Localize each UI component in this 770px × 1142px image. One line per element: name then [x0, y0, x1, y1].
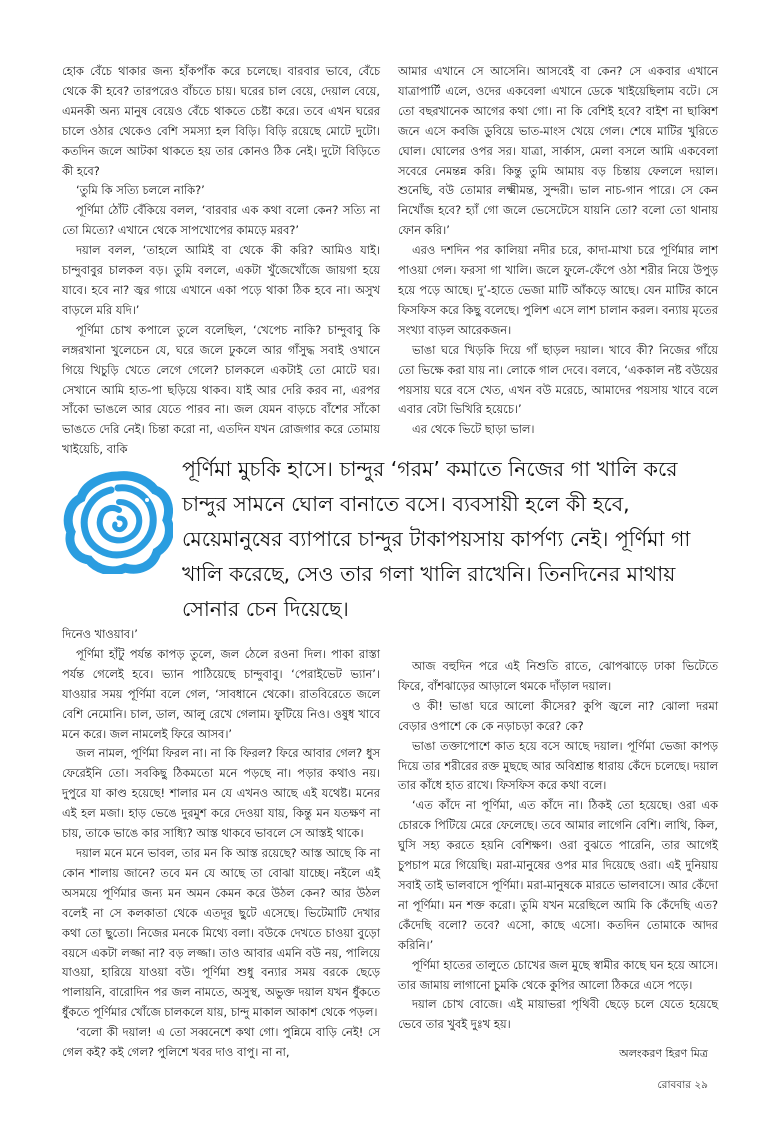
paragraph: দয়াল চোখ বোজে। এই মায়াভরা পৃথিবী ছেড়ে চলে যেতে হয়েছে ভেবে তার খুবই দুঃখ হয়।: [398, 997, 718, 1032]
paragraph: ‘এত কাঁদে না পূর্ণিমা, এত কাঁদে না। ঠিকই তো হয়েছে। ওরা এক চোরকে পিটিয়ে মেরে ফেলেছে। তবে আমার লাগেনি বেশি। লাথি, কিল, ঘুসি সহ্য করতে হয়নি বেশিক্ষণ। ওরা বুঝতে পারেনি, তার আগেই চুপচাপ মরে গিয়েছি। মরা-মানুষের ওপর মার দিয়েছে ওরা। এই দুনিয়ায় সবাই তাই ভালবাসে পূর্ণিমা। মরা-মানুষকে মারতে ভালবাসে। আর কেঁদো না পূর্ণিমা। মন শক্ত করো। তুমি যখন মরেছিলে আমি কি কেঁদেছি এত? কেঁদেছি বলো? তবে? এসো, কাছে এসো। কতদিন তোমাকে আদর করিনি।’: [398, 798, 718, 952]
blue-rose-ornament-icon: [63, 470, 173, 574]
article-column-top-left: [62, 62, 380, 460]
paragraph: পূর্ণিমা হাতের তালুতে চোখের জল মুছে স্বামীর কাছে ঘন হয়ে আসে। তার জামায় লাগানো চুমকি থেকে কুপির আলো ঠিকরে এসে পড়ে।: [398, 957, 718, 992]
paragraph: ভাঙা ঘরে খিড়কি দিয়ে গাঁ ছাড়ল দয়াল। খাবে কী? নিজের গাঁয়ে তো ভিক্ষে করা যায় না। লোকে গাল দেবে। বলবে, ‘এককাল নষ্ট বউয়ের পয়সায় ঘরে বসে খেত, এখন বউ মরেচে, আমাদের পয়সায় খাবে বলে এবার বেটা ভিখিরি হয়েচে।’: [398, 342, 718, 417]
paragraph: ‘তুমি কি সত্যি চললে নাকি?’: [76, 183, 205, 198]
paragraph: দিনেও খাওয়াব।’: [62, 627, 138, 641]
paragraph: পূর্ণিমা হাঁটু পর্যন্ত কাপড় তুলে, জল ঠেলে রওনা দিল। পাকা রাস্তা পর্যন্ত গেলেই হবে। ভ্যান পাঠিয়েছে চান্দুবাবু। ‘পেরাইভেট ভ্যান’। যাওয়ার সময় পূর্ণিমা বলে গেল, ‘সাবধানে থেকো। রাতবিরেতে জলে বেশি নেমোনি। চাল, ডাল, আলু রেখে গেলাম। ফুটিয়ে নিও। ওষুধ খাবে মনে করে। জল নামলেই ফিরে আসব।’: [62, 646, 380, 741]
paragraph: ‘বলো কী দয়াল! এ তো সব্বনেশে কথা গো। পুন্নিমে বাড়ি নেই! সে গেল কই? কই গেল? পুলিশে খবর দাও বাপু। না না,: [62, 1025, 380, 1060]
article-column-top-right: [398, 62, 718, 440]
paragraph: এর থেকে ভিটে ছাড়া ভাল।: [412, 422, 535, 437]
page-footer: রোববার ২৯: [657, 1079, 708, 1091]
paragraph: হোক বেঁচে থাকার জন্য হাঁকপাঁক করে চলেছে। বারবার ভাবে, বেঁচে থেকে কী হবে? তারপরেও বাঁচতে চায়। ঘরের চাল বেয়ে, দেয়াল বেয়ে, এমনকী অন্য মানুষ বেয়েও বেঁচে থাকতে চেষ্টা করে। তবে এখন ঘরের চালে ওঠার থেকেও বেশি সমস্যা হল বিড়ি। বিড়ি রয়েছে মোটে দুটো। কতদিন জলে আটকা থাকতে হয় তার কোনও ঠিক নেই। দুটো বিড়িতে কী হবে?: [62, 64, 380, 178]
article-column-bottom-right: [398, 657, 718, 1035]
paragraph: দয়াল মনে মনে ভাবল, তার মন কি আস্ত রয়েছে? আস্ত আছে কি না কোন শালায় জানে? তবে মন যে আছে তা বোঝা যাচ্ছে। নইলে এই অসময়ে পূর্ণিমার জন্য মন অমন কেমন করে উঠল কেন? আর উঠল বলেই না সে কলকাতা থেকে এতদূর ছুটে এসেছে। ভিটেমাটি দেখার কথা তো ছুতো। নিজের মনকে মিথ্যে বলা। বউকে দেখতে চাওয়া বুড়ো বয়সে একটা লজ্জা না? বড় লজ্জা। তাও আবার এমনি বউ নয়, পালিয়ে যাওয়া, হারিয়ে যাওয়া বউ। পূর্ণিমা শুধু বন্যার সময় বরকে ছেড়ে পালায়নি, বারোদিন পর জল নামতে, অসুস্থ, অভুক্ত দয়াল যখন ধুঁকতে ধুঁকতে পূর্ণিমার খোঁজে চালকলে যায়, চান্দু মাকাল আকাশ থেকে পড়ল।: [62, 845, 380, 1020]
paragraph: আজ বহুদিন পরে এই নিশুতি রাতে, ঝোপঝাড়ে ঢাকা ভিটেতে ফিরে, বাঁশঝাড়ের আড়ালে থমকে দাঁড়াল দয়াল।: [398, 659, 718, 693]
paragraph: আমার এখানে সে আসেনি। আসবেই বা কেন? সে একবার এখানে যাত্রাপার্টি এলে, ওদের একবেলা এখানে ডেকে খাইয়েছিলাম বটে। সে তো বছরখানেক আগের কথা গো। না কি বেশিই হবে? বাইশ না ছাব্বিশ জনে এসে কবজি ডুবিয়ে ভাত-মাংস খেয়ে গেল। শেষে মাটির খুরিতে ঘোল। ঘোলের ওপর সর। যাত্রা, সার্কাস, মেলা বসলে আমি একবেলা সবেরে নেমন্তন্ন করি। কিন্তু তুমি আমায় বড় চিন্তায় ফেললে দয়াল। শুনেছি, বউ তোমার লক্ষ্মীমন্ত, সুন্দরী। ভাল নাচ-গান পারে। সে কেন নিখোঁজ হবে? হ্যাঁ গো জলে ভেসেটেসে যায়নি তো? বলো তো থানায় ফোন করি।’: [398, 64, 718, 238]
paragraph: জল নামল, পূর্ণিমা ফিরল না। না কি ফিরল? ফিরে আবার গেল? ধুস ফেরেইনি তো। সবকিছু ঠিকমতো মনে পড়ছে না। পড়ার কথাও নয়। দুপুরে যা কাণ্ড হয়েছে! শালার মন যে এখনও আছে এই যথেষ্ট। মনের এই হল মজা। হাড় ভেঙে দুরমুশ করে দেওয়া যায়, কিন্তু মন যতক্ষণ না চায়, তাকে ভাঙে কার সাধ্যি? আস্ত থাকবে ভাবলে সে আস্তই থাকে।: [62, 746, 380, 841]
paragraph: ও কী! ভাঙা ঘরে আলো কীসের? কুপি জ্বলে না? ঝোলা দরমা বেড়ার ওপাশে কে কে নড়াচড়া করে? কে?: [398, 698, 718, 733]
paragraph: দয়াল বলল, ‘তাহলে আমিই বা থেকে কী করি? আমিও যাই। চান্দুবাবুর চালকল বড়। তুমি বললে, একটা খুঁজেখোঁজে জায়গা হয়ে যাবে। হবে না? জ্বর গায়ে এখানে একা পড়ে থাকা ঠিক হবে না। অসুখ বাড়লে মরি যদি।’: [62, 243, 380, 317]
paragraph: ভাঙা তক্তাপোশে কাত হয়ে বসে আছে দয়াল। পূর্ণিমা ভেজা কাপড় দিয়ে তার শরীরের রক্ত মুছছে আর অবিশ্রান্ত ধারায় কেঁদে চলেছে। দয়াল তার কাঁধে হাত রাখে। ফিসফিস করে কথা বলে।: [398, 738, 718, 793]
illustration-credit: অলংকরণ হিরণ মিত্র: [619, 1047, 708, 1060]
paragraph: এরও দশদিন পর কালিয়া নদীর চরে, কাদা-মাখা চরে পূর্ণিমার লাশ পাওয়া গেল। ফরসা গা খালি। জলে ফুলে-ফেঁপে ওঠা শরীর নিয়ে উপুড় হয়ে পড়ে আছে। দু’-হাতে ভেজা মাটি আঁকড়ে আছে। যেন মাটির কানে ফিসফিস করে কিছু বলেছে। পুলিশ এসে লাশ চালান করল। বন্যায় মৃতের সংখ্যা বাড়ল আরেকজন।: [398, 243, 718, 337]
pull-quote: পূর্ণিমা মুচকি হাসে। চান্দুর ‘গরম’ কমাতে নিজের গা খালি করে চান্দুর সামনে ঘোল বানাতে বসে। ব্যবসায়ী হলে কী হবে, মেয়েমানুষের ব্যাপারে চান্দুর টাকাপয়সায় কার্পণ্য নেই। পূর্ণিমা গা খালি করেছে, সেও তার গলা খালি রাখেনি। তিনদিনের মাথায় সোনার চেন দিয়েছে।: [182, 457, 691, 621]
paragraph: পূর্ণিমা ঠোঁট বেঁকিয়ে বলল, ‘বারবার এক কথা বলো কেন? সত্যি না তো মিত্যে? এখানে থেকে সাপখোপের কামড়ে মরব?’: [62, 203, 380, 238]
article-column-bottom-left: [62, 625, 380, 1063]
paragraph: পূর্ণিমা চোখ কপালে তুলে বলেছিল, ‘খেপেচ নাকি? চান্দুবাবু কি লঙ্গরখানা খুলেচেন যে, ঘরে জলে ঢুকলে আর গাঁসুদ্ধ সবাই ওখানে গিয়ে খিচুড়ি খেতে লেগে গেলে? চালকলে একটাই তো মোটে ঘর। সেখানে আমি হাত-পা ছড়িয়ে থাকব। যাই আর দেরি করব না, এরপর সাঁকো ভাঙলে আর যেতে পারব না। জল যেমন বাড়চে বাঁশের সাঁকো ভাঙতে দেরি নেই। চিন্তা করো না, এতদিন যখন রোজগার করে তোমায় খাইয়েচি, বাকি: [62, 322, 380, 457]
